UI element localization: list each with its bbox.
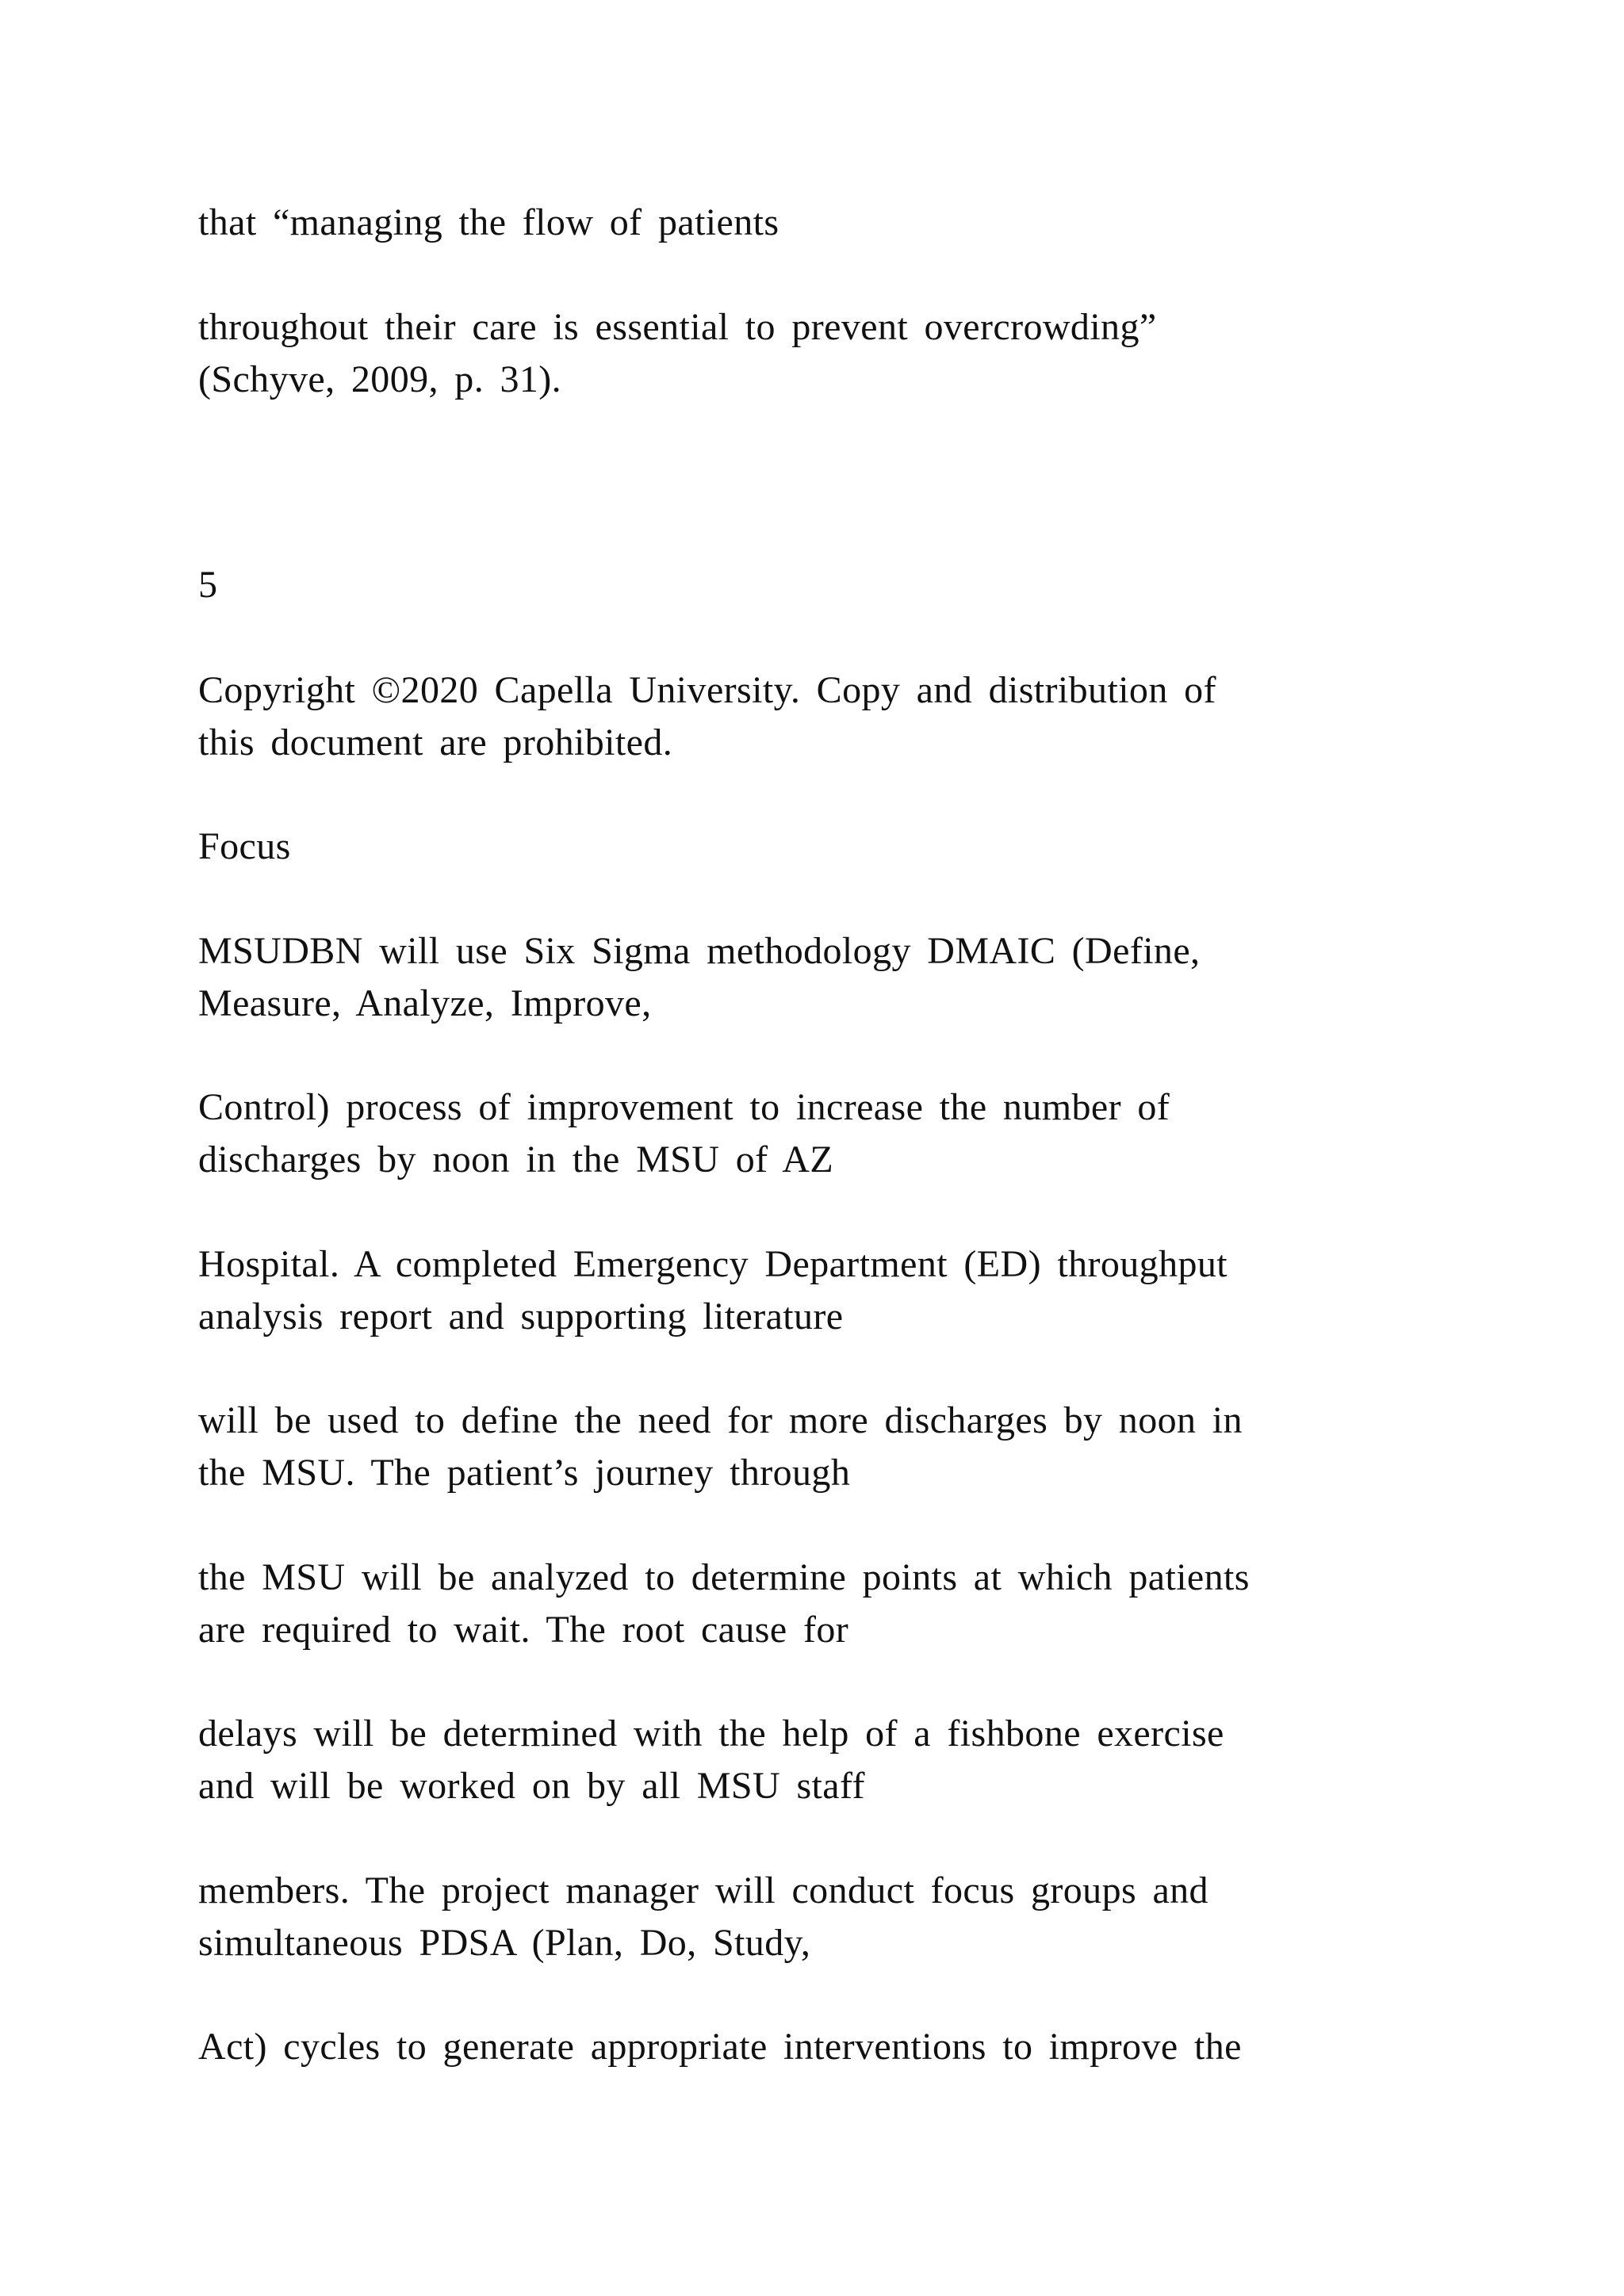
paragraph-methodology [198, 925, 1499, 1030]
text-line: delays will be determined with the help of a fishbone exercise [198, 1712, 1224, 1755]
paragraph-patient-journey [198, 1552, 1499, 1656]
paragraph-quote-intro [198, 197, 1499, 249]
text-line: the MSU will be analyzed to determine points at which patients [198, 1556, 1250, 1598]
text-line: Measure, Analyze, Improve, [198, 982, 652, 1024]
paragraph-quote-citation [198, 301, 1499, 406]
paragraph-root-cause [198, 1708, 1499, 1812]
text-line: this document are prohibited. [198, 721, 673, 763]
text-line: will be used to define the need for more discharges by noon in [198, 1399, 1243, 1441]
text-line: (Schyve, 2009, p. 31). [198, 358, 562, 400]
text-line: Hospital. A completed Emergency Department (ED) throughput [198, 1243, 1228, 1285]
text-line: Control) process of improvement to increase the number of [198, 1086, 1170, 1128]
text-line: and will be worked on by all MSU staff [198, 1765, 865, 1807]
text-line: Act) cycles to generate appropriate interventions to improve the [198, 2026, 1242, 2068]
paragraph-pdsa-cycles [198, 2021, 1499, 2073]
text-line: that “managing the flow of patients [198, 201, 779, 243]
paragraph-control-process [198, 1081, 1499, 1186]
text-line: discharges by noon in the MSU of AZ [198, 1138, 834, 1181]
text-line: members. The project manager will conduct focus groups and [198, 1869, 1208, 1911]
text-line: are required to wait. The root cause for [198, 1609, 849, 1651]
copyright-notice [198, 664, 1499, 769]
text-line: throughout their care is essential to prevent overcrowding” [198, 306, 1157, 348]
text-line: the MSU. The patient’s journey through [198, 1452, 851, 1494]
page-number [198, 559, 1499, 611]
text-line: analysis report and supporting literature [198, 1295, 844, 1337]
text-line: simultaneous PDSA (Plan, Do, Study, [198, 1922, 811, 1964]
section-heading-focus [198, 821, 1499, 873]
text-line: MSUDBN will use Six Sigma methodology DMAIC (Define, [198, 930, 1201, 972]
paragraph-hospital-report [198, 1238, 1499, 1343]
text-line: Focus [198, 825, 291, 867]
text-line: 5 [198, 564, 218, 606]
paragraph-focus-groups [198, 1865, 1499, 1969]
text-line: Copyright ©2020 Capella University. Copy and distribution of [198, 669, 1216, 711]
paragraph-define-need [198, 1395, 1499, 1499]
